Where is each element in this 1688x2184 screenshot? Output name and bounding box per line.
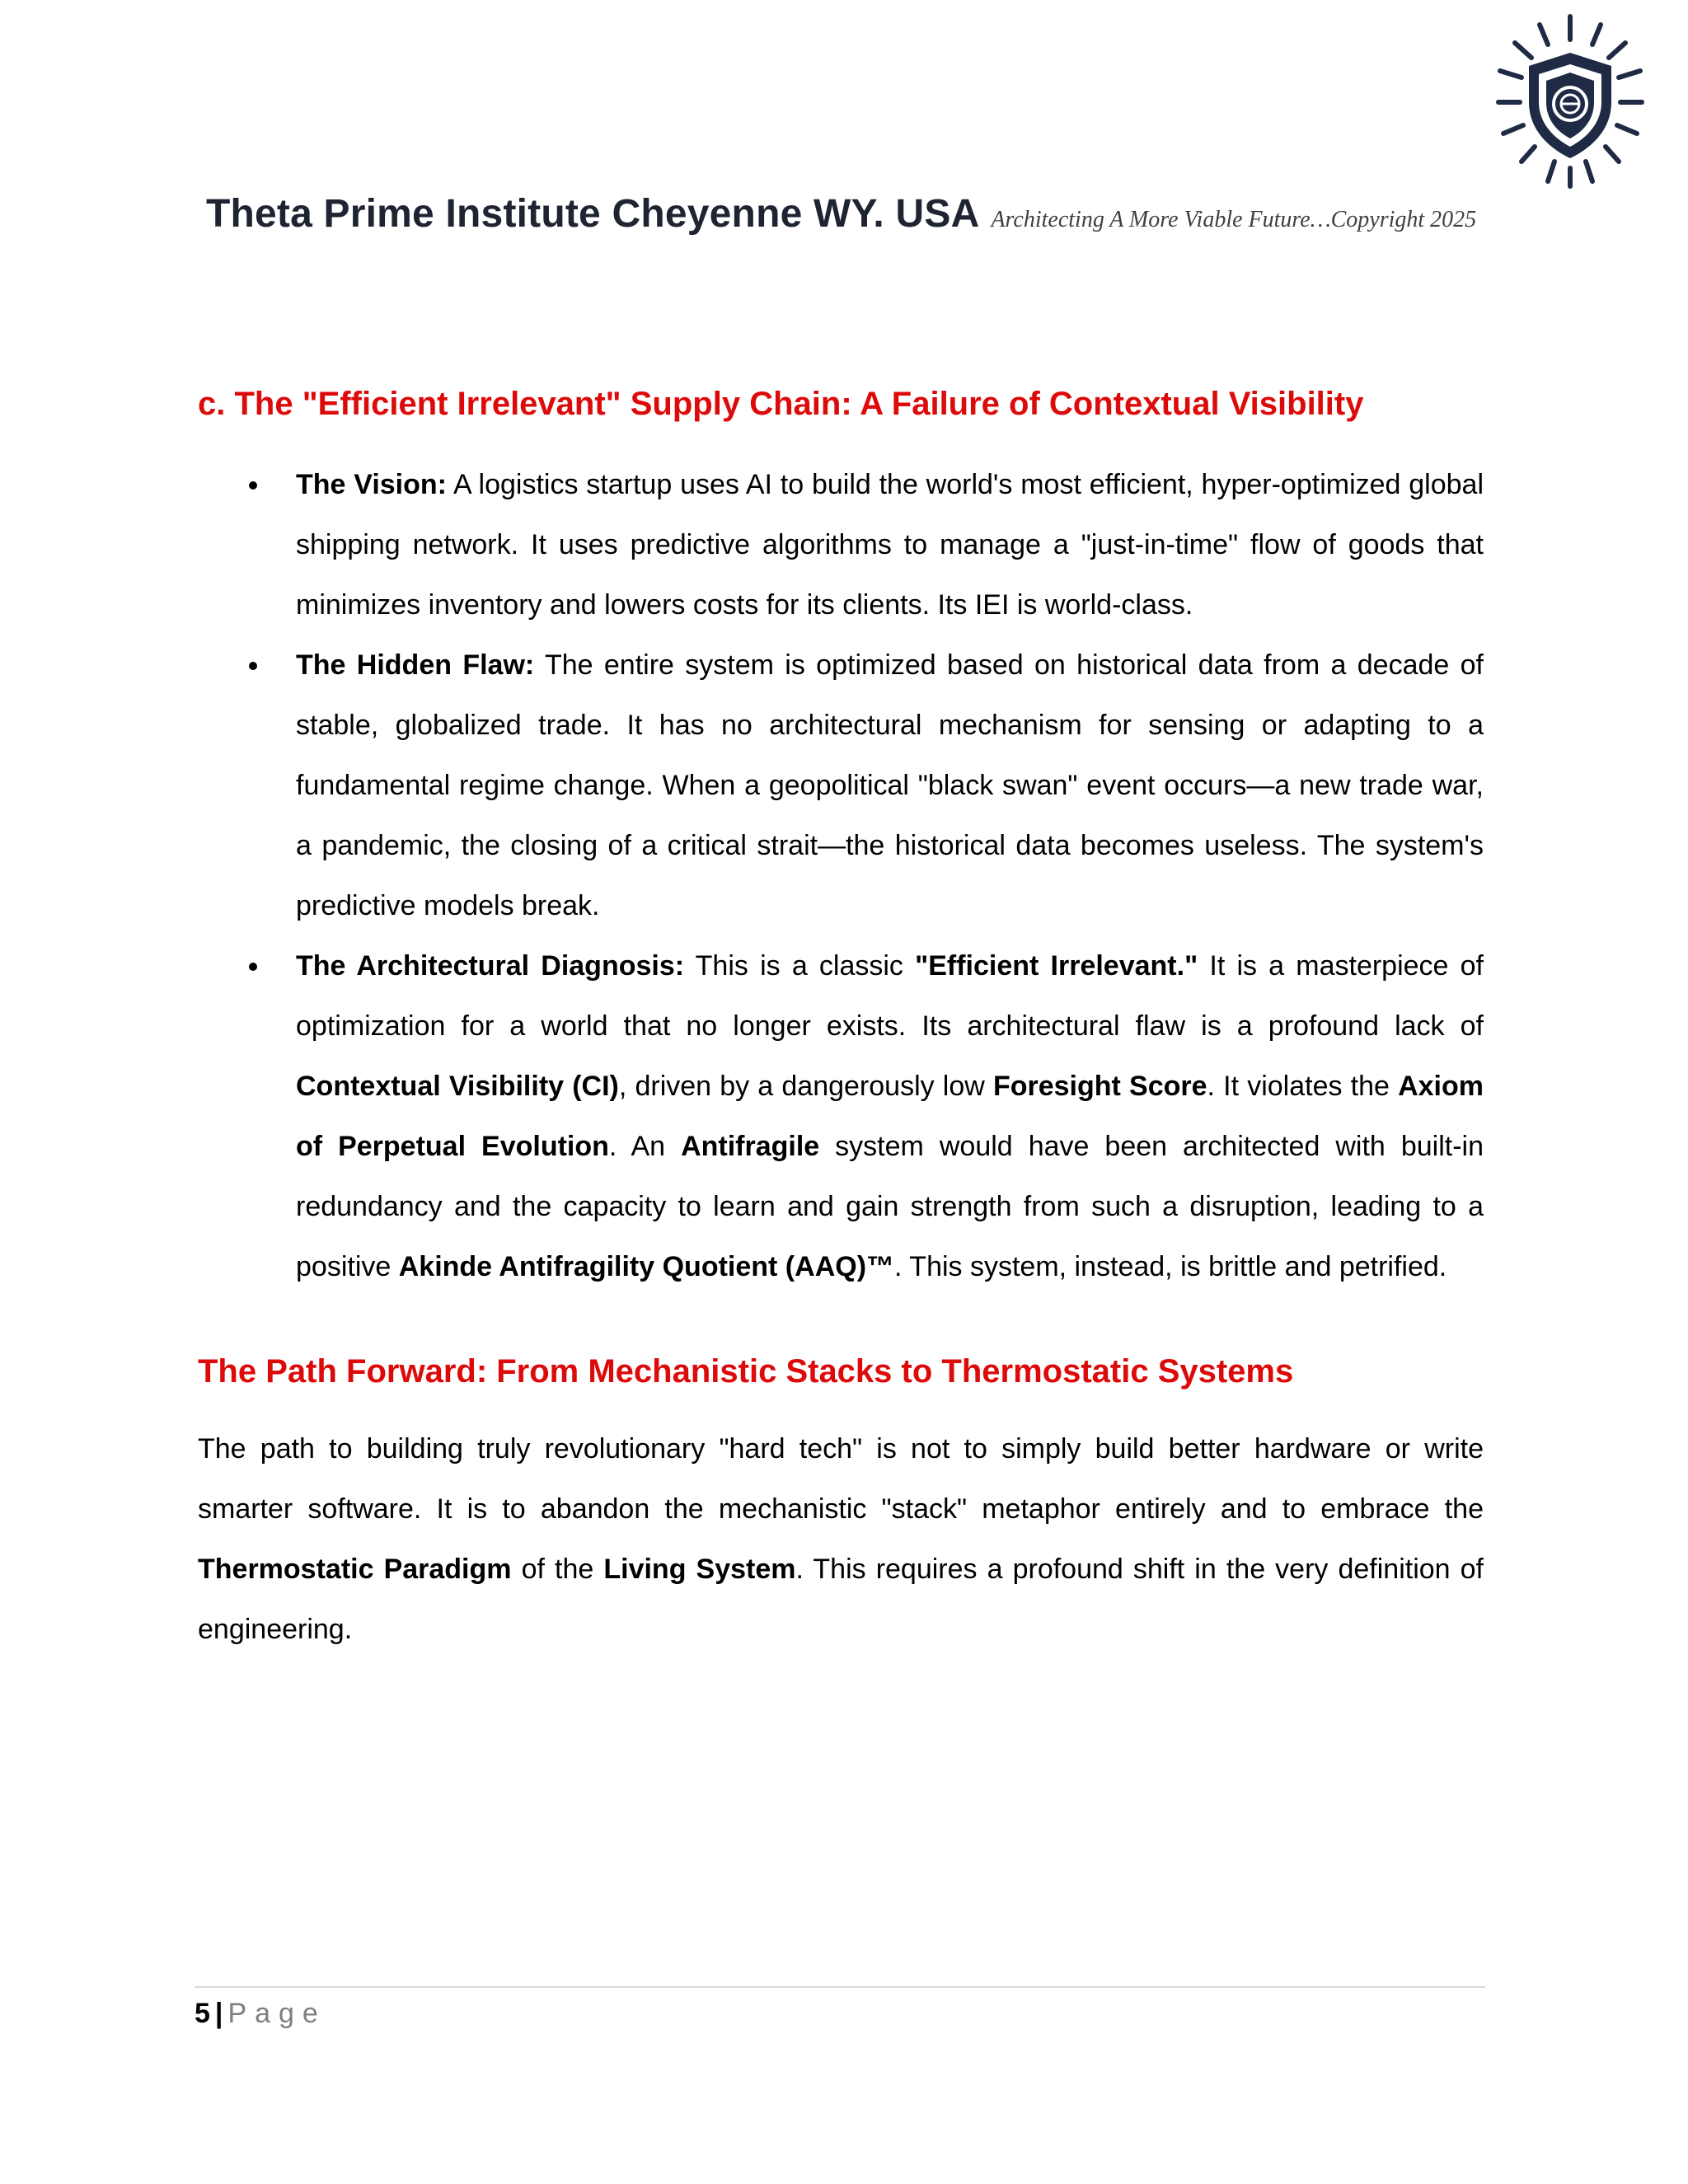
document-body	[198, 379, 1484, 1660]
text-run: . An	[608, 1131, 682, 1162]
text-run: This is a classic	[684, 950, 916, 982]
bold-run: Antifragile	[681, 1131, 820, 1162]
bullet-text-hidden-flaw	[296, 635, 1484, 936]
text-run: The path to building truly revolutionary "hard tech" is not to simply build better hardware or write smarter software. It is to abandon the mechanistic "stack" metaphor entirely and to embrace the	[198, 1433, 1484, 1525]
bullet-icon	[249, 481, 257, 490]
bullet-label: The Hidden Flaw:	[296, 649, 535, 681]
page-footer	[195, 1986, 1485, 2034]
list-item	[198, 455, 1484, 635]
text-run: , driven by a dangerously low	[618, 1071, 993, 1102]
page-separator: |	[214, 1998, 223, 2029]
list-item	[198, 936, 1484, 1297]
bold-run: "Efficient Irrelevant."	[915, 950, 1198, 982]
bold-run: Living System	[603, 1554, 796, 1585]
shield-logo-icon	[1475, 10, 1665, 199]
bold-run: Axiom of Perpetual Evolution	[296, 1071, 1484, 1162]
institute-name: Theta Prime Institute Cheyenne WY. USA	[206, 192, 980, 236]
page-number-line	[195, 1993, 1485, 2034]
bullet-icon	[249, 963, 257, 971]
text-run: . This requires a profound shift in the very definition of engineering.	[198, 1554, 1484, 1645]
bold-run: Thermostatic Paradigm	[198, 1554, 512, 1585]
text-run: system would have been architected with built-in redundancy and the capacity to learn and gain strength from such a disruption, leading to a positive	[296, 1131, 1484, 1282]
header-tagline: Architecting A More Viable Future…Copyright 2025	[991, 207, 1477, 232]
text-run: of the	[511, 1554, 604, 1585]
page-header	[206, 191, 1492, 249]
bold-run: Foresight Score	[992, 1071, 1207, 1102]
bullet-body: A logistics startup uses AI to build the world's most efficient, hyper-optimized global shipping network. It uses predictive algorithms to manage a "just-in-time" flow of goods that minimizes inventory and lowers costs for its clients. Its IEI is world-class.	[296, 469, 1484, 621]
text-run: . This system, instead, is brittle and petrified.	[894, 1251, 1447, 1282]
bullet-text-diagnosis	[296, 936, 1484, 1297]
section-heading-efficient-irrelevant: c. The "Efficient Irrelevant" Supply Chain: A Failure of Contextual Visibility	[198, 386, 1364, 422]
bullet-label: The Vision:	[296, 469, 447, 500]
bullet-list	[198, 455, 1484, 1297]
bullet-icon	[249, 662, 257, 670]
path-forward-paragraph	[198, 1419, 1484, 1660]
bold-run: Akinde Antifragility Quotient (AAQ)™	[398, 1251, 895, 1282]
page-number: 5	[195, 1998, 210, 2029]
footer-divider	[195, 1986, 1485, 1988]
bullet-body: The entire system is optimized based on historical data from a decade of stable, globalized trade. It has no architectural mechanism for sensing or adapting to a fundamental regime change. When a geopolitical "black swan" event occurs—a new trade war, a pandemic, the closing of a critical strait—the historical data becomes useless. The system's predictive models break.	[296, 649, 1484, 921]
list-item	[198, 635, 1484, 936]
bullet-label: The Architectural Diagnosis:	[296, 950, 685, 982]
text-run: It is a masterpiece of optimization for a world that no longer exists. Its architectural flaw is a profound lack of	[296, 950, 1484, 1042]
bullet-text-vision	[296, 455, 1484, 635]
bold-run: Contextual Visibility (CI)	[296, 1071, 619, 1102]
text-run: . It violates the	[1207, 1071, 1399, 1102]
section-heading-path-forward: The Path Forward: From Mechanistic Stacks to Thermostatic Systems	[198, 1353, 1294, 1390]
page-label: Page	[227, 1998, 326, 2029]
